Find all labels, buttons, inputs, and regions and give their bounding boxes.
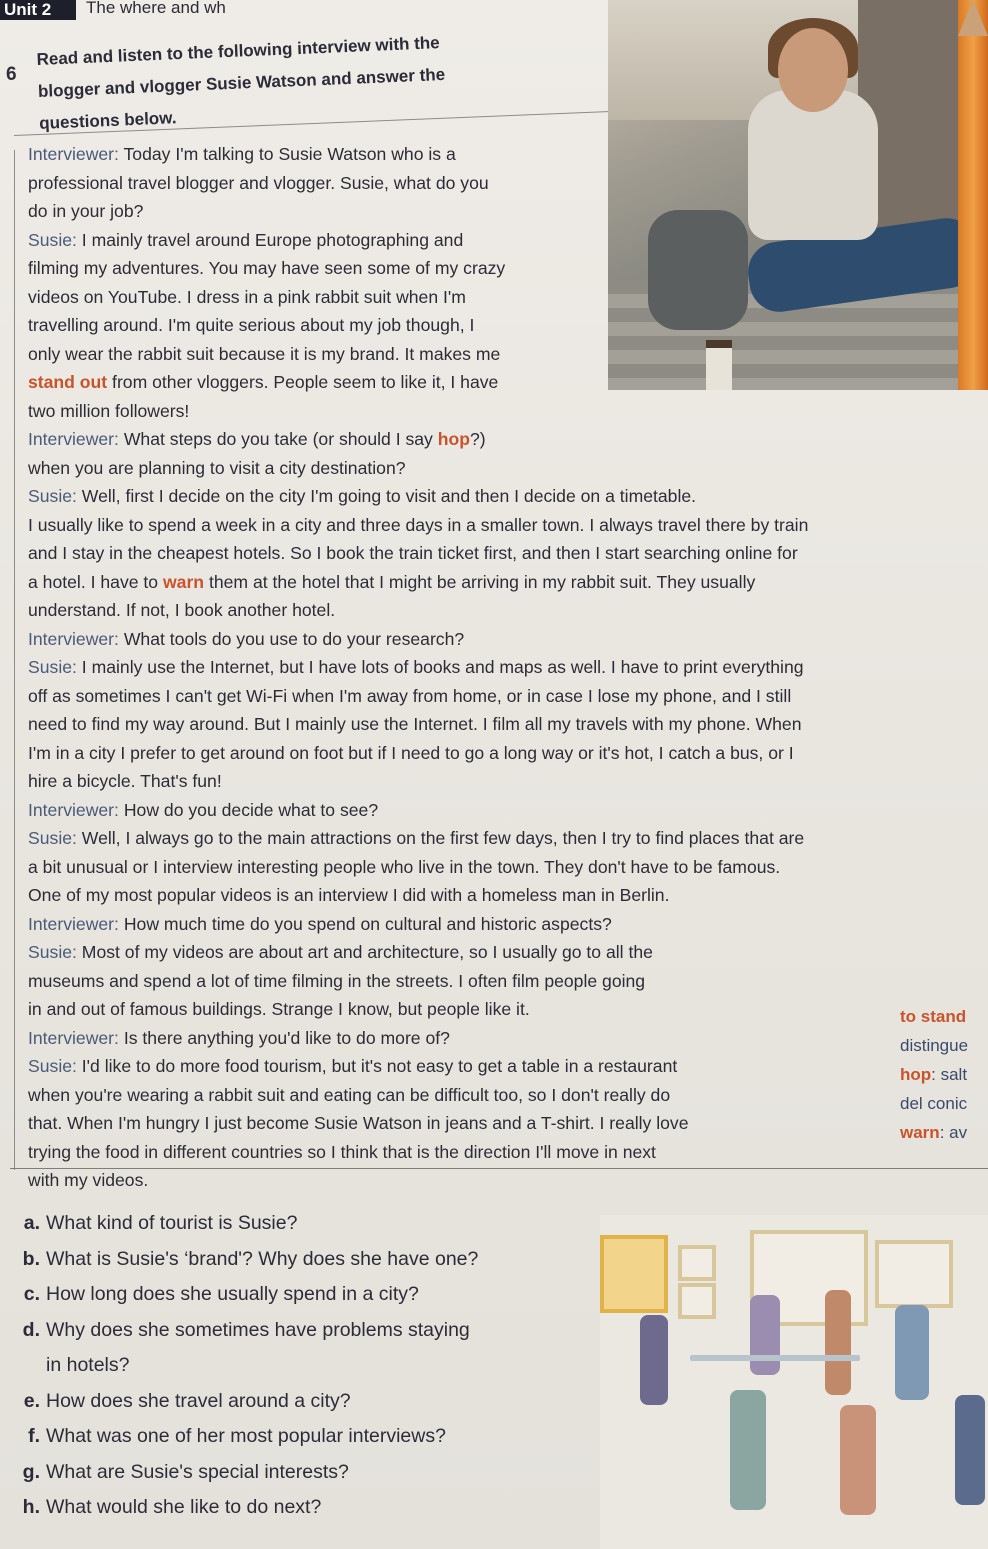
speaker-label: Interviewer: [28, 628, 119, 649]
painting-frame [875, 1240, 953, 1308]
interview-line [28, 311, 988, 340]
interview-line [28, 1166, 988, 1195]
interview-line [28, 454, 988, 483]
interview-line [28, 881, 988, 910]
question-letter: e. [23, 1389, 40, 1412]
interview-line [28, 1052, 988, 1081]
text-segment: travelling around. I'm quite serious about my job though, I [28, 315, 475, 335]
vocabulary-keyword: hop [437, 429, 470, 449]
speaker-label: Susie: [28, 1056, 77, 1076]
speaker-label: Susie: [28, 657, 77, 677]
interview-line [28, 169, 988, 198]
interview-line [28, 710, 988, 739]
text-segment: understand. If not, I book another hotel. [28, 600, 336, 620]
question-text: How does she travel around a city? [46, 1389, 351, 1412]
interview-line [28, 910, 988, 939]
interview-line [28, 511, 988, 540]
interview-line [28, 1109, 988, 1138]
glossary-box [900, 1002, 988, 1147]
question-item [10, 1242, 570, 1278]
question-letter: g. [22, 1460, 40, 1483]
text-segment: a bit unusual or I interview interesting people who live in the town. They don't have to be famous. [28, 856, 781, 877]
painting-frame [600, 1235, 668, 1313]
visitor-figure [730, 1390, 766, 1510]
interview-line [28, 140, 988, 169]
speaker-label: Interviewer: [28, 1027, 119, 1048]
visitor-figure [955, 1395, 985, 1505]
text-segment: I usually like to spend a week in a city and three days in a smaller town. I always travel there by train [28, 514, 809, 535]
question-text: What is Susie's ‘brand'? Why does she have one? [46, 1247, 479, 1270]
interview-line [28, 568, 988, 597]
interview-line [28, 625, 988, 654]
interview-line [28, 283, 988, 312]
vocabulary-keyword: hop [900, 1065, 932, 1084]
vocabulary-keyword: to stand [900, 1007, 967, 1026]
text-segment: museums and spend a lot of time filming in the streets. I often film people going [28, 970, 646, 991]
speaker-label: Interviewer: [28, 429, 119, 449]
speaker-label: Interviewer: [28, 913, 119, 934]
speaker-label: Susie: [28, 229, 77, 250]
interview-line [28, 853, 988, 882]
text-segment: trying the food in different countries so I think that is the direction I'll move in next [28, 1141, 656, 1162]
text-segment: Most of my videos are about art and architecture, so I usually go to all the [76, 942, 653, 962]
glossary-line [900, 1031, 988, 1060]
question-letter: d. [22, 1318, 40, 1341]
text-segment: them at the hotel that I might be arriving in my rabbit suit. They usually [204, 571, 756, 592]
question-text: What kind of tourist is Susie? [46, 1212, 298, 1234]
instruction-line: questions below. [38, 108, 177, 133]
interview-line [28, 254, 988, 283]
glossary-line [900, 1118, 988, 1147]
interview-line [28, 967, 988, 996]
interview-line [28, 682, 988, 711]
text-segment: ?) [470, 429, 486, 449]
question-letter: b. [22, 1247, 40, 1270]
question-item [10, 1455, 570, 1491]
text-segment: that. When I'm hungry I just become Susie Watson in jeans and a T-shirt. I really love [28, 1113, 689, 1133]
speaker-label: Susie: [28, 942, 77, 962]
interview-line [28, 1024, 988, 1053]
interview-line [28, 796, 988, 825]
interview-line [28, 596, 988, 625]
text-segment: need to find my way around. But I mainly use the Internet. I film all my travels with my phone. When [28, 714, 802, 734]
text-segment: How much time do you spend on cultural and historic aspects? [118, 913, 612, 934]
text-segment: two million followers! [28, 400, 190, 421]
speaker-label: Susie: [28, 828, 77, 848]
divider [10, 1168, 988, 1169]
vocabulary-keyword: stand out [28, 372, 108, 392]
text-segment: hire a bicycle. That's fun! [28, 771, 222, 791]
text-segment: How do you decide what to see? [118, 799, 379, 820]
interview-line [28, 938, 988, 967]
divider [14, 150, 15, 1170]
text-segment: in and out of famous buildings. Strange I know, but people like it. [28, 999, 530, 1019]
text-segment: professional travel blogger and vlogger. Susie, what do you [28, 172, 489, 193]
interview-line [28, 1081, 988, 1110]
text-segment: and I stay in the cheapest hotels. So I book the train ticket first, and then I start searching online for [28, 543, 798, 563]
instruction-line: blogger and vlogger Susie Watson and answer the [37, 64, 446, 101]
question-text-continued: in hotels? [46, 1354, 130, 1376]
interview-line [28, 368, 988, 397]
question-letter: f. [28, 1425, 40, 1447]
text-segment: Today I'm talking to Susie Watson who is a [118, 144, 456, 164]
text-segment: with my videos. [28, 1170, 149, 1190]
text-segment: a hotel. I have to [28, 571, 163, 592]
question-item [10, 1490, 570, 1526]
interview-line [28, 539, 988, 568]
question-letter: c. [23, 1283, 40, 1305]
text-segment: What tools do you use to do your research? [118, 628, 465, 649]
question-letter: a. [23, 1212, 40, 1234]
text-segment: when you're wearing a rabbit suit and eating can be difficult too, so I don't really do [28, 1084, 671, 1105]
glossary-line [900, 1089, 988, 1118]
interview-line [28, 739, 988, 768]
text-segment: videos on YouTube. I dress in a pink rabbit suit when I'm [28, 286, 466, 307]
interview-line [28, 767, 988, 796]
visitor-figure [640, 1315, 668, 1405]
pencil-tip [958, 0, 988, 36]
question-list [10, 1206, 570, 1526]
text-segment: from other vloggers. People seem to like it, I have [107, 372, 499, 392]
interview-line [28, 653, 988, 682]
question-text: What was one of her most popular interviews? [46, 1425, 446, 1447]
text-segment: Is there anything you'd like to do more of? [118, 1027, 450, 1048]
painting-frame [678, 1283, 716, 1319]
text-segment: del conic [900, 1094, 968, 1113]
text-segment: I'd like to do more food tourism, but it's not easy to get a table in a restaurant [76, 1056, 678, 1076]
bench [690, 1355, 860, 1361]
interview-line [28, 197, 988, 226]
glossary-line [900, 1002, 988, 1031]
text-segment: I mainly travel around Europe photographing and [76, 229, 464, 250]
question-item [10, 1384, 570, 1420]
speaker-label: Interviewer: [28, 799, 119, 820]
text-segment: What steps do you take (or should I say [118, 429, 438, 449]
instruction-line: Read and listen to the following interview with the [36, 33, 441, 69]
photo-face [778, 28, 848, 112]
question-item [10, 1206, 570, 1242]
interview-text [28, 140, 988, 1195]
visitor-figure [825, 1290, 851, 1395]
text-segment: filming my adventures. You may have seen some of my crazy [28, 258, 506, 278]
interview-line [28, 824, 988, 853]
interview-line [28, 1138, 988, 1167]
interview-line [28, 425, 988, 454]
visitor-figure [750, 1295, 780, 1375]
speaker-label: Interviewer: [28, 144, 119, 164]
text-segment: Well, I always go to the main attractions on the first few days, then I try to find places that are [76, 828, 805, 848]
text-segment: when you are planning to visit a city destination? [28, 457, 406, 478]
text-segment: I'm in a city I prefer to get around on foot but if I need to go a long way or it's hot, I catch a bus, or I [28, 742, 794, 763]
museum-illustration [600, 1215, 988, 1549]
text-segment: Well, first I decide on the city I'm going to visit and then I decide on a timetable. [76, 486, 697, 506]
question-text: What would she like to do next? [46, 1496, 322, 1518]
visitor-figure [895, 1305, 929, 1400]
question-text: What are Susie's special interests? [46, 1460, 349, 1483]
unit-label: Unit 2 [0, 0, 76, 20]
speaker-label: Susie: [28, 486, 77, 506]
painting-frame [678, 1245, 716, 1281]
glossary-line [900, 1060, 988, 1089]
interview-line [28, 995, 988, 1024]
text-segment: distingue [900, 1036, 969, 1055]
interview-line [28, 340, 988, 369]
text-segment: do in your job? [28, 201, 144, 221]
text-segment: off as sometimes I can't get Wi-Fi when I'm away from home, or in case I lose my phone, and I still [28, 685, 792, 706]
question-text: How long does she usually spend in a city? [46, 1283, 419, 1305]
question-text: Why does she sometimes have problems staying [46, 1318, 470, 1341]
text-segment: : av [939, 1123, 968, 1142]
question-item [10, 1277, 570, 1313]
vocabulary-keyword: warn [900, 1123, 940, 1142]
interview-line [28, 397, 988, 426]
visitor-figure [840, 1405, 876, 1515]
interview-line [28, 482, 988, 511]
exercise-number: 6 [6, 64, 17, 85]
text-segment: I mainly use the Internet, but I have lots of books and maps as well. I have to print everything [76, 657, 804, 677]
interview-line [28, 226, 988, 255]
unit-title: The where and wh [86, 0, 226, 17]
question-item [10, 1419, 570, 1455]
text-segment: : salt [931, 1065, 968, 1084]
vocabulary-keyword: warn [162, 571, 205, 592]
text-segment: only wear the rabbit suit because it is my brand. It makes me [28, 343, 501, 364]
question-letter: h. [22, 1496, 40, 1518]
text-segment: One of my most popular videos is an interview I did with a homeless man in Berlin. [28, 885, 670, 905]
question-item [10, 1313, 570, 1349]
